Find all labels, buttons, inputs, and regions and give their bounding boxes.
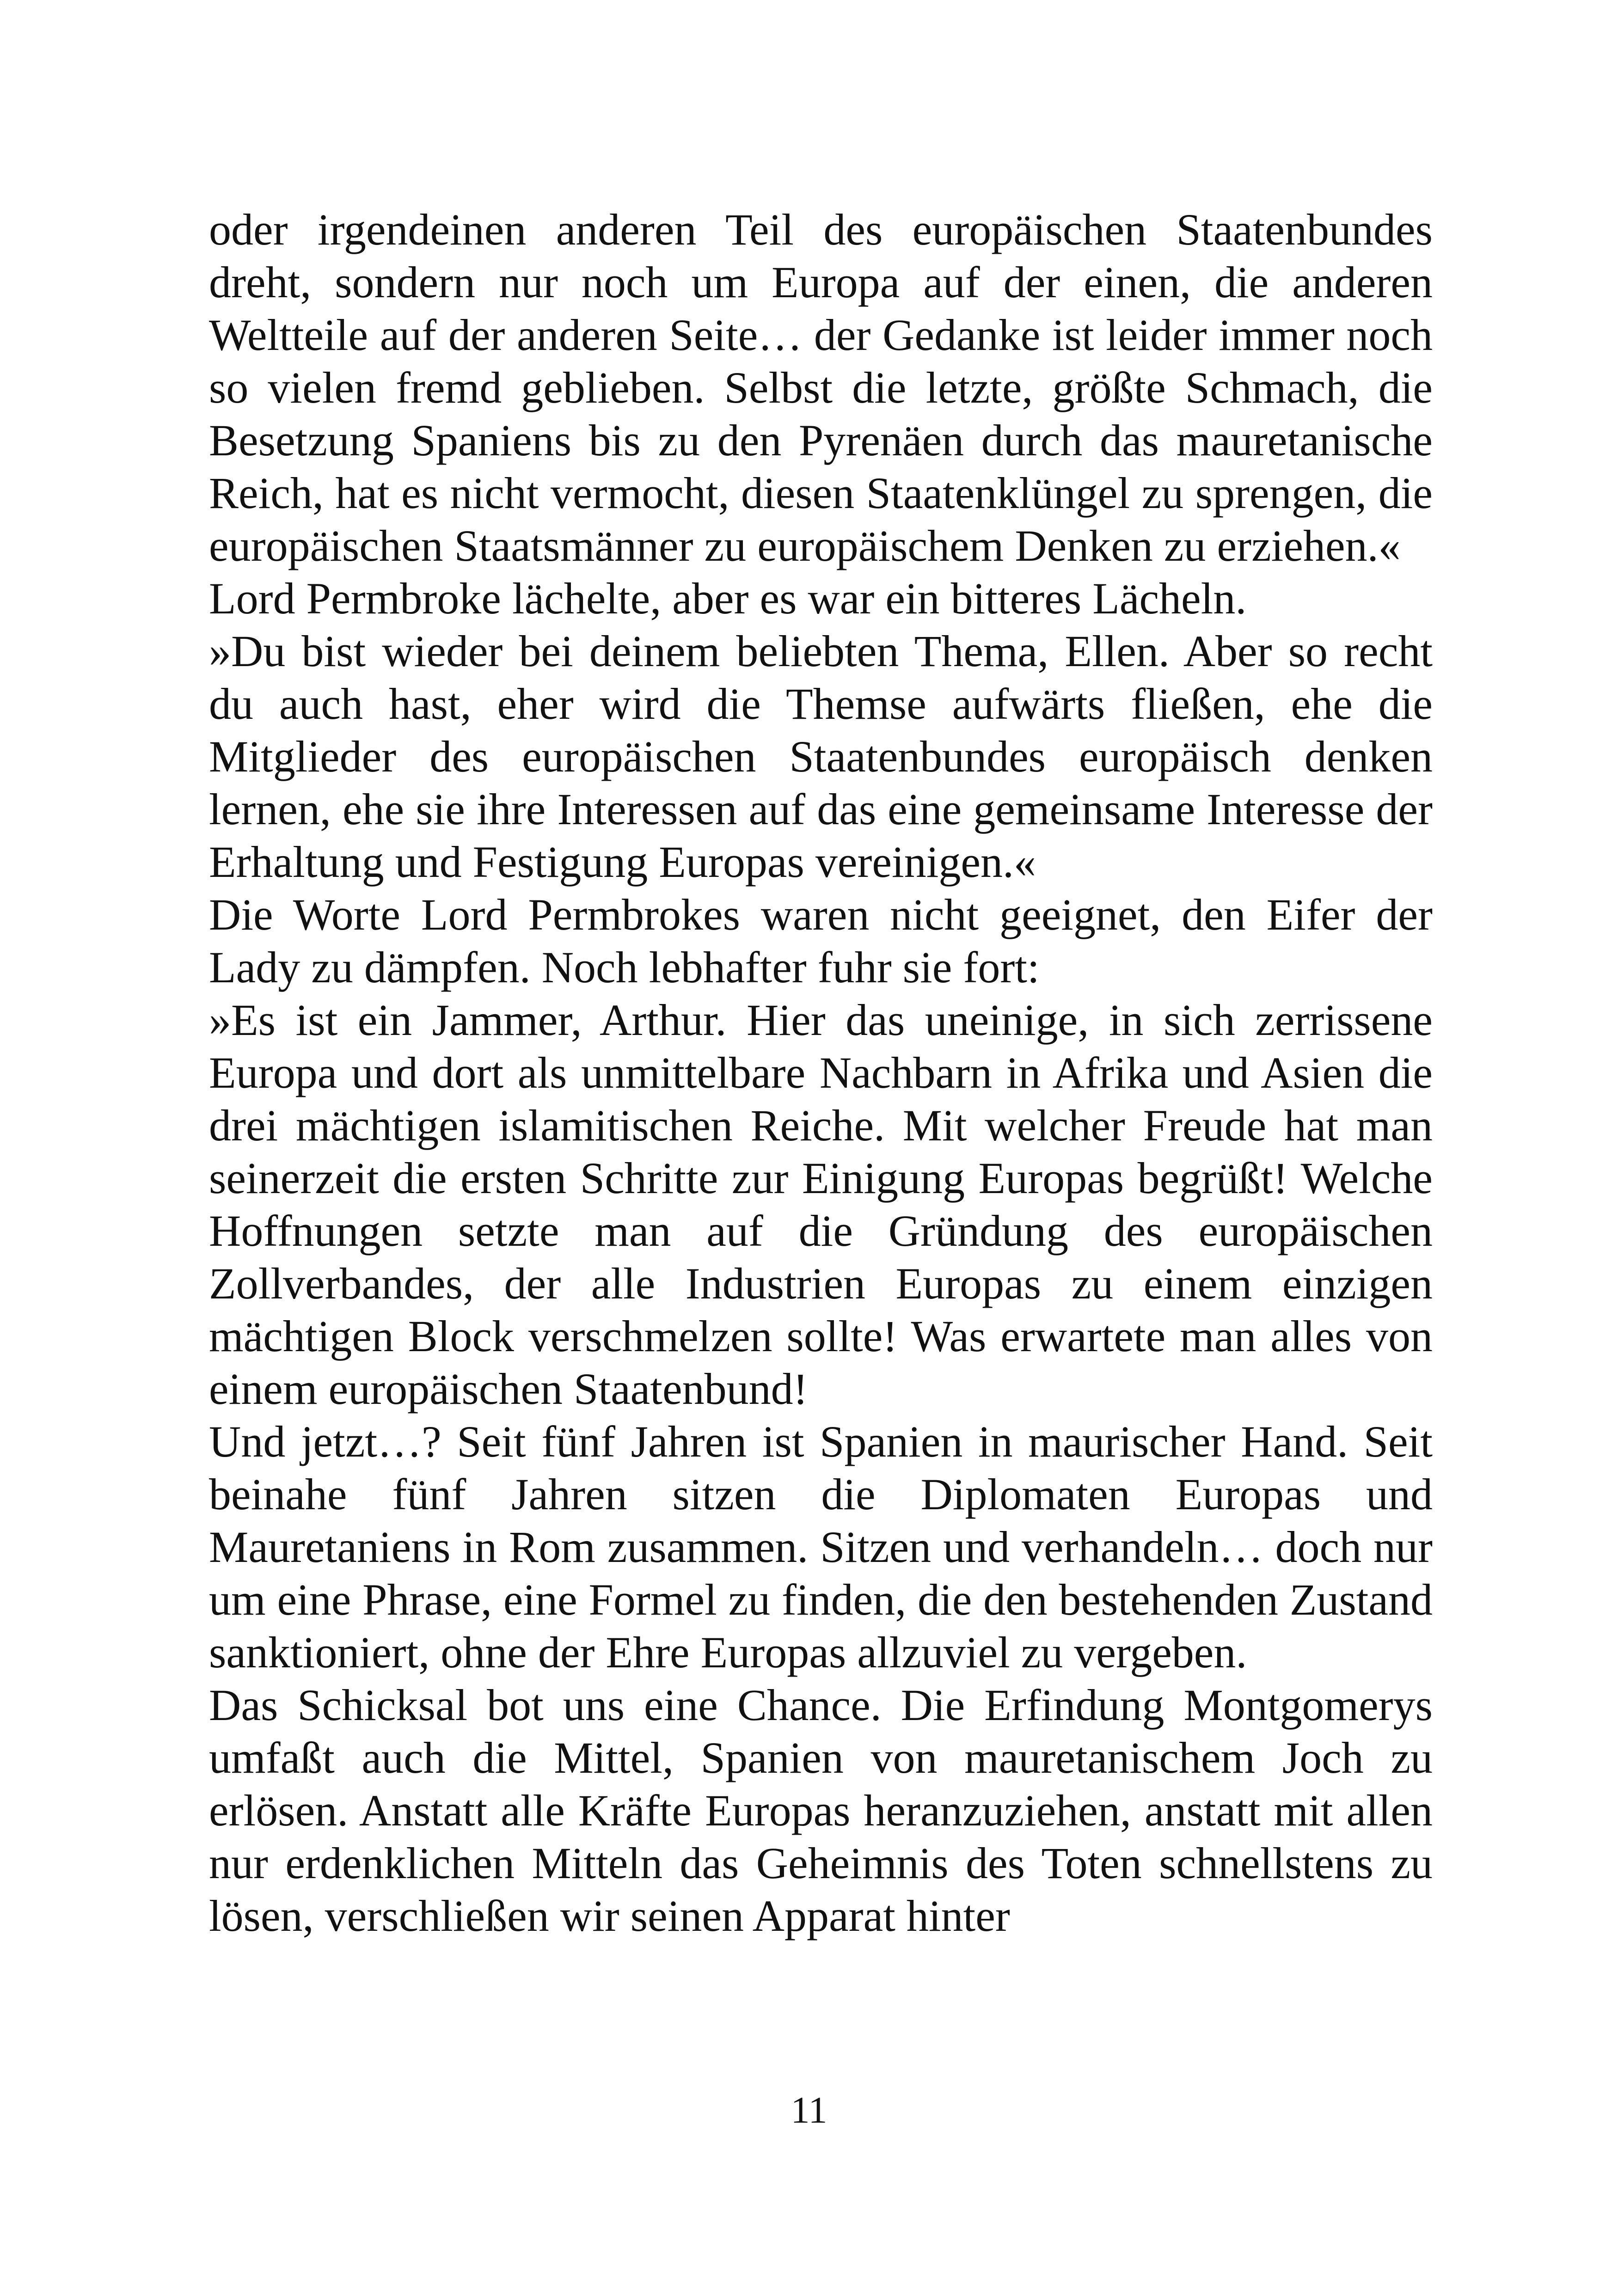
paragraph: »Es ist ein Jammer, Arthur. Hier das uneinige, in sich zerrissene Europa und dort als unmittelbare Nachbarn in Afrika und Asien die drei mächtigen islamitischen Reiche. Mit welcher Freude hat man seinerzeit die ersten Schritte zur Einigung Europas begrüßt! Welche Hoffnungen setzte man auf die Gründung des europäischen Zollverbandes, der alle Industrien Europas zu einem einzigen mächtigen Block verschmelzen sollte! Was erwartete man alles von einem europäischen Staatenbund! — [209, 995, 1433, 1414]
paragraph: oder irgendeinen anderen Teil des europäischen Staatenbundes dreht, sondern nur noch um Europa auf der einen, die anderen Weltteile auf der anderen Seite… der Gedanke ist leider immer noch so vielen fremd geblieben. Selbst die letzte, größte Schmach, die Besetzung Spaniens bis zu den Pyrenäen durch das mauretanische Reich, hat es nicht vermocht, diesen Staatenklüngel zu sprengen, die europäischen Staatsmänner zu europäischem Denken zu erziehen.« — [209, 205, 1433, 570]
paragraph: »Du bist wieder bei deinem beliebten Thema, Ellen. Aber so recht du auch hast, eher wird die Themse aufwärts fließen, ehe die Mitglieder des europäischen Staatenbundes europäisch denken lernen, ehe sie ihre Interessen auf das eine gemeinsame Interesse der Erhaltung und Festigung Europas vereinigen.« — [209, 626, 1433, 887]
paragraph: Das Schicksal bot uns eine Chance. Die Erfindung Montgomerys umfaßt auch die Mittel, Spanien von mauretanischem Joch zu erlösen. Anstatt alle Kräfte Europas heranzuziehen, anstatt mit allen nur erdenklichen Mitteln das Geheimnis des Toten schnellstens zu lösen, verschließen wir seinen Apparat hinter — [209, 1680, 1433, 1941]
page-number: 11 — [791, 2089, 827, 2131]
body-text — [209, 203, 1433, 1942]
paragraph: Lord Permbroke lächelte, aber es war ein bitteres Lächeln. — [209, 574, 1247, 623]
paragraph: Und jetzt…? Seit fünf Jahren ist Spanien in maurischer Hand. Seit beinahe fünf Jahren sitzen die Diplomaten Europas und Mauretaniens in Rom zusammen. Sitzen und verhandeln… doch nur um eine Phrase, eine Formel zu finden, die den bestehenden Zustand sanktioniert, ohne der Ehre Europas allzuviel zu vergeben. — [209, 1417, 1433, 1677]
paragraph: Die Worte Lord Permbrokes waren nicht geeignet, den Eifer der Lady zu dämpfen. Noch lebhafter fuhr sie fort: — [209, 890, 1433, 992]
